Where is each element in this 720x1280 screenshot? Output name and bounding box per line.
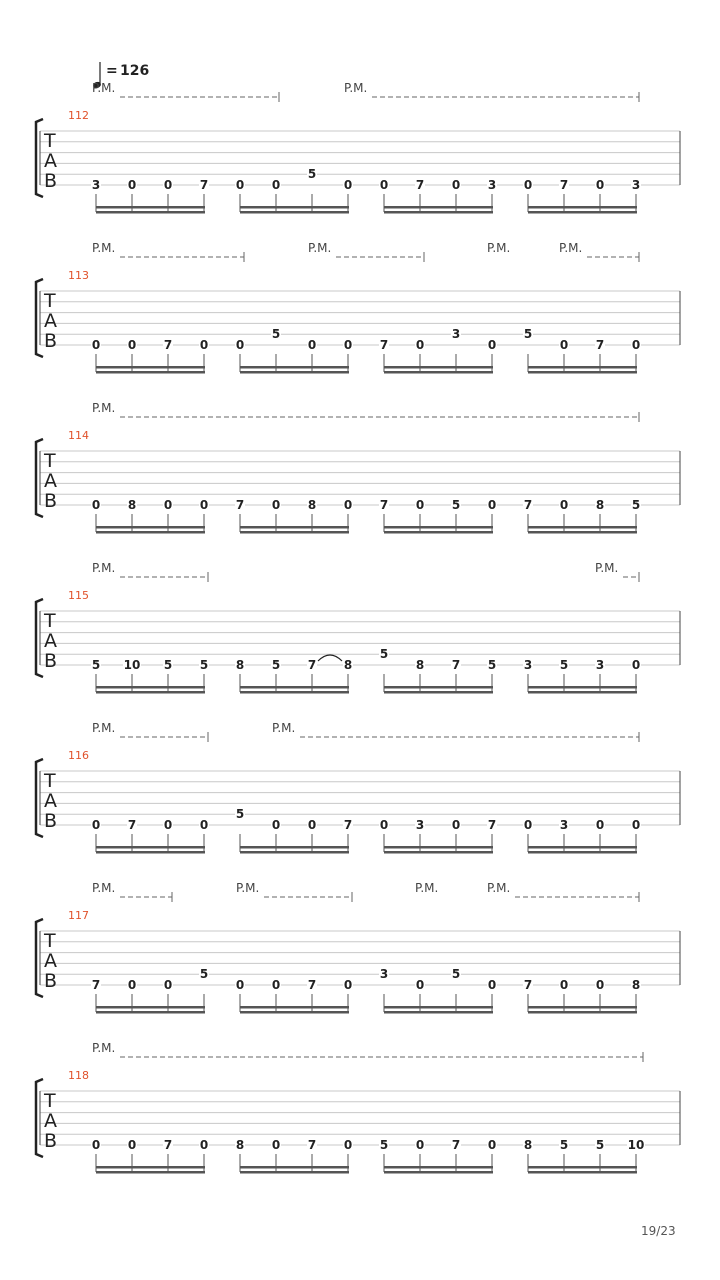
beam [240, 371, 349, 374]
fret-number: 3 [595, 658, 605, 672]
fret-number: 3 [631, 178, 641, 192]
beam [96, 366, 205, 369]
tab-clef-letter: B [44, 170, 58, 192]
beam [96, 211, 205, 214]
fret-number: 0 [343, 978, 353, 992]
beam [528, 531, 637, 534]
fret-number: 5 [559, 658, 569, 672]
fret-number: 0 [595, 818, 605, 832]
fret-number: 0 [343, 338, 353, 352]
beam [384, 366, 493, 369]
tab-clef-letter: T [44, 450, 56, 472]
fret-number: 5 [451, 967, 461, 982]
fret-number: 0 [451, 178, 461, 192]
fret-number: 0 [487, 498, 497, 512]
beam [96, 1171, 205, 1174]
palm-mute-label: P.M. [344, 81, 368, 95]
fret-number: 7 [307, 658, 317, 672]
beam [240, 1171, 349, 1174]
fret-number: 0 [127, 178, 137, 192]
fret-number: 7 [487, 818, 497, 832]
fret-number: 5 [199, 967, 209, 982]
fret-number: 3 [379, 967, 389, 982]
beam [240, 366, 349, 369]
fret-number: 10 [627, 1138, 645, 1152]
beam [96, 1166, 205, 1169]
fret-number: 5 [595, 1138, 605, 1152]
beam [384, 531, 493, 534]
fret-number: 0 [343, 178, 353, 192]
fret-number: 0 [91, 338, 101, 352]
fret-number: 10 [123, 658, 141, 672]
measure-number: 113 [68, 269, 89, 282]
fret-number: 0 [559, 498, 569, 512]
beam [240, 1006, 349, 1009]
fret-number: 5 [523, 327, 533, 342]
fret-number: 7 [199, 178, 209, 192]
fret-number: 7 [343, 818, 353, 832]
fret-number: 8 [343, 658, 353, 672]
beam [528, 686, 637, 689]
fret-number: 0 [199, 1138, 209, 1152]
fret-number: 7 [163, 338, 173, 352]
palm-mute-label: P.M. [308, 241, 332, 255]
beam [528, 1166, 637, 1169]
measure-number: 112 [68, 109, 89, 122]
fret-number: 0 [91, 1138, 101, 1152]
fret-number: 0 [271, 1138, 281, 1152]
fret-number: 5 [271, 658, 281, 672]
tab-clef-letter: B [44, 970, 58, 992]
beam [96, 206, 205, 209]
tab-staff [36, 561, 680, 694]
fret-number: 5 [451, 498, 461, 512]
palm-mute-label: P.M. [92, 561, 116, 575]
beam [528, 211, 637, 214]
beam [384, 1011, 493, 1014]
beam [384, 1166, 493, 1169]
fret-number: 0 [163, 978, 173, 992]
fret-number: 0 [595, 978, 605, 992]
beam [528, 1011, 637, 1014]
tab-clef-letter: A [44, 630, 57, 652]
fret-number: 7 [559, 178, 569, 192]
fret-number: 0 [631, 338, 641, 352]
palm-mute-label: P.M. [92, 721, 116, 735]
palm-mute-label: P.M. [487, 881, 511, 895]
tab-clef-letter: B [44, 810, 58, 832]
tab-staff [36, 1041, 680, 1174]
measure-number: 115 [68, 589, 89, 602]
beam [528, 371, 637, 374]
beam [528, 846, 637, 849]
beam [96, 1011, 205, 1014]
palm-mute-label: P.M. [92, 401, 116, 415]
tab-clef-letter: T [44, 610, 56, 632]
fret-number: 0 [91, 498, 101, 512]
fret-number: 5 [487, 658, 497, 672]
tab-clef-letter: A [44, 790, 57, 812]
tab-clef-letter: T [44, 770, 56, 792]
measure-number: 114 [68, 429, 89, 442]
beam [384, 691, 493, 694]
fret-number: 0 [595, 178, 605, 192]
tab-clef-letter: T [44, 930, 56, 952]
beam [240, 1011, 349, 1014]
beam [96, 691, 205, 694]
palm-mute-label: P.M. [236, 881, 260, 895]
tab-clef-letter: A [44, 1110, 57, 1132]
fret-number: 7 [307, 978, 317, 992]
palm-mute-label: P.M. [487, 241, 511, 255]
fret-number: 0 [415, 1138, 425, 1152]
beam [96, 686, 205, 689]
fret-number: 0 [487, 338, 497, 352]
fret-number: 0 [127, 338, 137, 352]
fret-number: 0 [91, 818, 101, 832]
beam [384, 851, 493, 854]
measure-number: 118 [68, 1069, 89, 1082]
fret-number: 0 [451, 818, 461, 832]
fret-number: 7 [595, 338, 605, 352]
fret-number: 7 [91, 978, 101, 992]
fret-number: 3 [523, 658, 533, 672]
fret-number: 7 [379, 498, 389, 512]
tab-clef-letter: A [44, 150, 57, 172]
tempo-value: 126 [120, 63, 150, 79]
fret-number: 5 [271, 327, 281, 342]
fret-number: 5 [91, 658, 101, 672]
tempo-symbol: = [106, 63, 118, 79]
fret-number: 0 [235, 178, 245, 192]
fret-number: 7 [307, 1138, 317, 1152]
beam [528, 1006, 637, 1009]
beam [240, 851, 349, 854]
beam [96, 371, 205, 374]
tab-clef-letter: B [44, 650, 58, 672]
fret-number: 0 [415, 978, 425, 992]
beam [96, 531, 205, 534]
tab-staff [36, 241, 680, 374]
fret-number: 0 [271, 818, 281, 832]
tab-clef-letter: A [44, 470, 57, 492]
beam [240, 531, 349, 534]
fret-number: 0 [415, 498, 425, 512]
fret-number: 8 [235, 1138, 245, 1152]
fret-number: 8 [127, 498, 137, 512]
fret-number: 5 [379, 1138, 389, 1152]
fret-number: 3 [487, 178, 497, 192]
tab-staff [36, 401, 680, 534]
palm-mute-label: P.M. [92, 241, 116, 255]
beam [384, 526, 493, 529]
fret-number: 0 [235, 978, 245, 992]
fret-number: 5 [163, 658, 173, 672]
beam [384, 211, 493, 214]
fret-number: 0 [487, 978, 497, 992]
fret-number: 0 [163, 178, 173, 192]
beam [384, 1171, 493, 1174]
beam [240, 211, 349, 214]
fret-number: 7 [163, 1138, 173, 1152]
fret-number: 0 [163, 818, 173, 832]
tab-clef-letter: B [44, 490, 58, 512]
fret-number: 7 [127, 818, 137, 832]
fret-number: 8 [595, 498, 605, 512]
tab-clef-letter: B [44, 330, 58, 352]
fret-number: 8 [523, 1138, 533, 1152]
beam [96, 526, 205, 529]
fret-number: 0 [415, 338, 425, 352]
beam [240, 526, 349, 529]
beam [96, 846, 205, 849]
beam [240, 691, 349, 694]
fret-number: 0 [235, 338, 245, 352]
fret-number: 0 [631, 818, 641, 832]
tab-clef-letter: T [44, 1090, 56, 1112]
palm-mute-label: P.M. [272, 721, 296, 735]
tab-staff [36, 881, 680, 1014]
fret-number: 7 [415, 178, 425, 192]
fret-number: 7 [235, 498, 245, 512]
fret-number: 0 [199, 498, 209, 512]
tab-clef-letter: B [44, 1130, 58, 1152]
tab-clef-letter: T [44, 290, 56, 312]
beam [528, 851, 637, 854]
fret-number: 7 [379, 338, 389, 352]
beam [384, 206, 493, 209]
palm-mute-label: P.M. [595, 561, 619, 575]
fret-number: 7 [451, 658, 461, 672]
beam [240, 1166, 349, 1169]
fret-number: 0 [163, 498, 173, 512]
slur [318, 655, 342, 661]
fret-number: 0 [199, 818, 209, 832]
palm-mute-label: P.M. [559, 241, 583, 255]
fret-number: 0 [487, 1138, 497, 1152]
palm-mute-label: P.M. [92, 1041, 116, 1055]
fret-number: 8 [235, 658, 245, 672]
beam [528, 1171, 637, 1174]
palm-mute-label: P.M. [92, 81, 116, 95]
beam [384, 846, 493, 849]
beam [528, 526, 637, 529]
beam [240, 846, 349, 849]
fret-number: 8 [415, 658, 425, 672]
fret-number: 0 [199, 338, 209, 352]
fret-number: 3 [451, 327, 461, 342]
beam [240, 206, 349, 209]
fret-number: 3 [559, 818, 569, 832]
tab-staff [36, 721, 680, 854]
beam [528, 206, 637, 209]
measure-number: 116 [68, 749, 89, 762]
tab-staff [36, 81, 680, 214]
fret-number: 0 [127, 978, 137, 992]
beam [528, 366, 637, 369]
measure-number: 117 [68, 909, 89, 922]
fret-number: 0 [631, 658, 641, 672]
fret-number: 0 [343, 1138, 353, 1152]
staves [36, 81, 680, 1174]
tab-clef-letter: T [44, 130, 56, 152]
fret-number: 0 [127, 1138, 137, 1152]
palm-mute-label: P.M. [415, 881, 439, 895]
beam [384, 1006, 493, 1009]
tab-clef-letter: A [44, 310, 57, 332]
fret-number: 5 [199, 658, 209, 672]
beam [96, 851, 205, 854]
fret-number: 0 [307, 818, 317, 832]
fret-number: 0 [523, 818, 533, 832]
fret-number: 5 [559, 1138, 569, 1152]
fret-number: 0 [379, 818, 389, 832]
fret-number: 0 [343, 498, 353, 512]
fret-number: 7 [451, 1138, 461, 1152]
fret-number: 0 [271, 498, 281, 512]
fret-number: 5 [307, 167, 317, 182]
fret-number: 5 [235, 807, 245, 822]
fret-number: 0 [271, 178, 281, 192]
fret-number: 0 [559, 978, 569, 992]
fret-number: 8 [631, 978, 641, 992]
beam [240, 686, 349, 689]
fret-number: 0 [307, 338, 317, 352]
fret-number: 5 [631, 498, 641, 512]
fret-number: 5 [379, 647, 389, 662]
beam [384, 686, 493, 689]
fret-number: 0 [379, 178, 389, 192]
palm-mute-label: P.M. [92, 881, 116, 895]
beam [528, 691, 637, 694]
fret-number: 8 [307, 498, 317, 512]
fret-number: 3 [415, 818, 425, 832]
fret-number: 0 [271, 978, 281, 992]
beam [96, 1006, 205, 1009]
tab-clef-letter: A [44, 950, 57, 972]
beam [384, 371, 493, 374]
page-number: 19/23 [641, 1224, 676, 1238]
fret-number: 7 [523, 978, 533, 992]
fret-number: 0 [523, 178, 533, 192]
fret-number: 0 [559, 338, 569, 352]
fret-number: 7 [523, 498, 533, 512]
fret-number: 3 [91, 178, 101, 192]
